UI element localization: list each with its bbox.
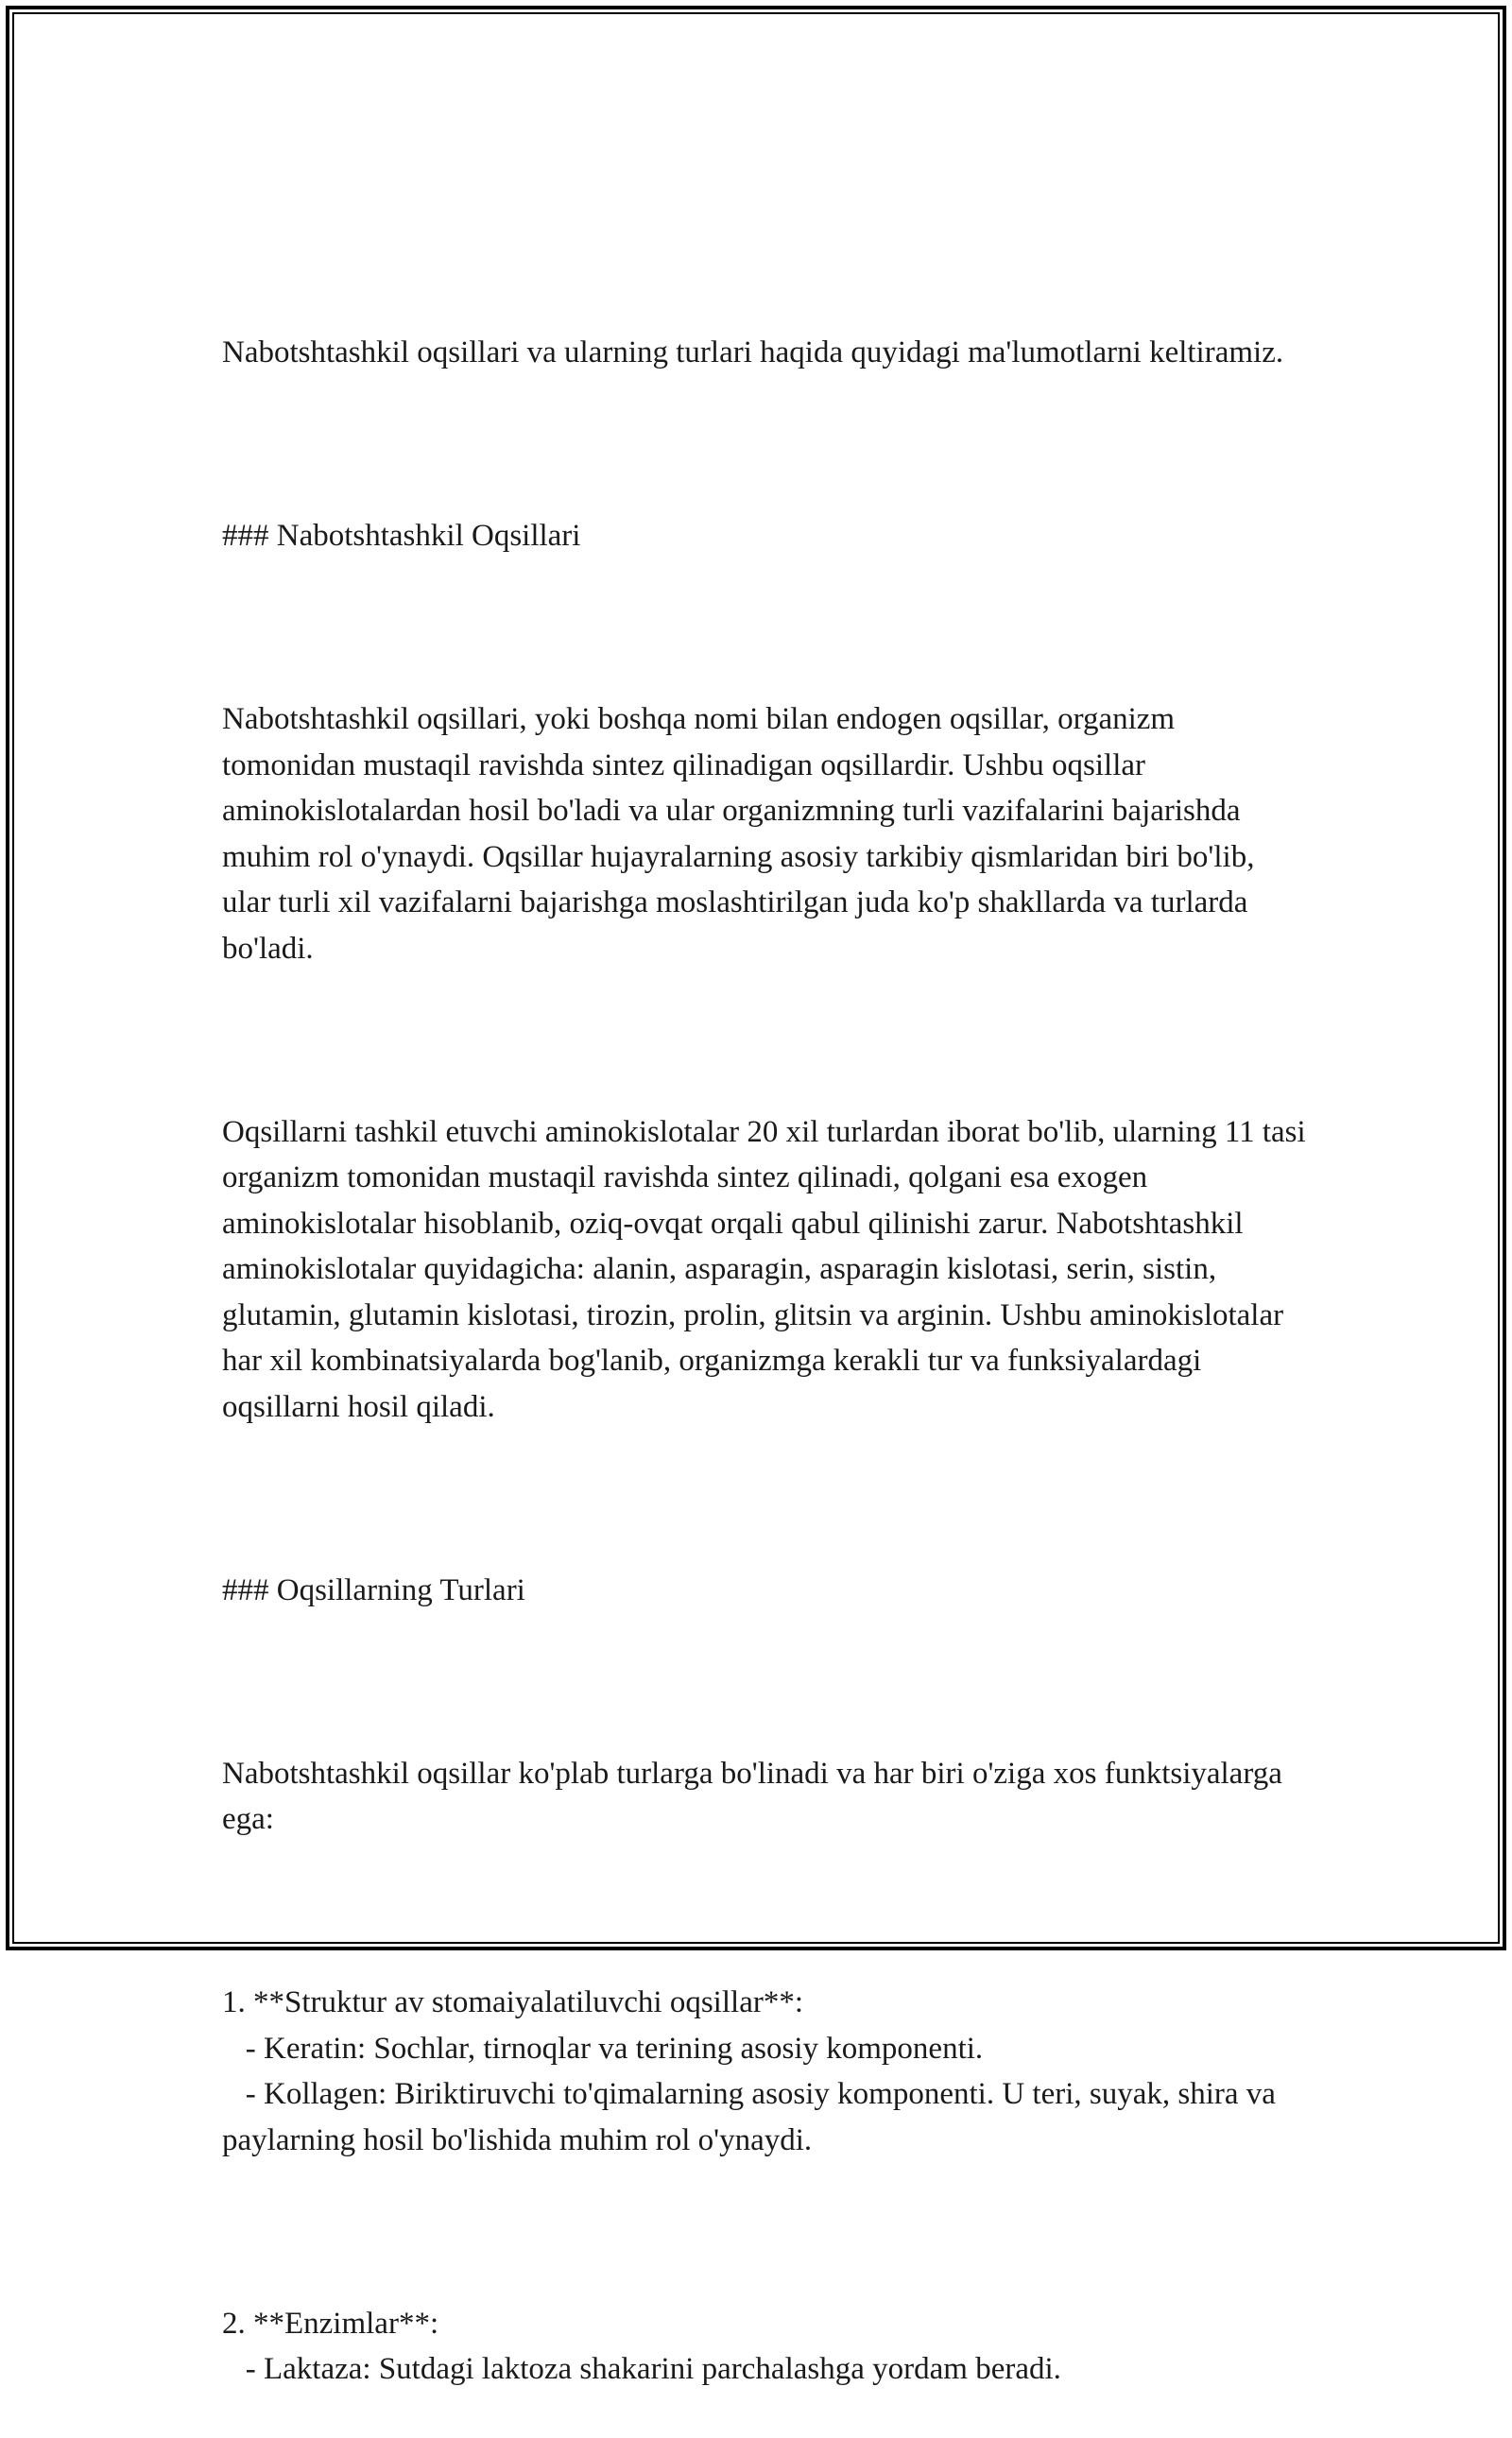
document-body [222,238,1314,2438]
paragraph-turlar-intro: Nabotshtashkil oqsillar ko'plab turlarga bo'linadi va har biri o'ziga xos funktsiyalarga ega: [222,1756,1291,1836]
list-title: 1. **Struktur av stomaiyalatiluvchi oqsillar**: [222,1985,803,2019]
list-item: - Keratin: Sochlar, tirnoqlar va terining asosiy komponenti. [222,2031,984,2066]
intro-paragraph: Nabotshtashkil oqsillari va ularning turlari haqida quyidagi ma'lumotlarni keltiramiz. [222,335,1284,369]
list-item: - Kollagen: Biriktiruvchi to'qimalarning asosiy komponenti. U teri, suyak, shira va paylarning hosil bo'lishida muhim rol o'ynaydi. [222,2077,1284,2157]
section-heading-turlari: ### Oqsillarning Turlari [222,1572,525,1607]
paragraph-endogen-oqsillar: Nabotshtashkil oqsillari, yoki boshqa nomi bilan endogen oqsillar, organizm tomonidan mustaqil ravishda sintez qilinadigan oqsillardir. Ushbu oqsillar aminokislotalardan hosil bo'ladi va ular organizmning turli vazifalarini bajarishda muhim rol o'ynaydi. Oqsillar hujayralarning asosiy tarkibiy qismlaridan biri bo'lib, ular turli xil vazifalarni bajarishga moslashtirilgan juda ko'p shakllarda va turlarda bo'ladi. [222,702,1263,966]
list-title: 2. **Enzimlar**: [222,2306,439,2341]
list-enzymes [222,2301,1309,2393]
list-structural-proteins [222,1980,1309,2163]
paragraph-aminokislotalar: Oqsillarni tashkil etuvchi aminokislotalar 20 xil turlardan iborat bo'lib, ularning 11 tasi organizm tomonidan mustaqil ravishda sintez qilinadi, qolgani esa exogen aminokislotalar hisoblanib, oziq-ovqat orqali qabul qilinishi zarur. Nabotshtashkil aminokislotalar quyidagicha: alanin, asparagin, asparagin kislotasi, serin, sistin, glutamin, glutamin kislotasi, tirozin, prolin, glitsin va arginin. Ushbu aminokislotalar har xil kombinatsiyalarda bog'lanib, organizmga kerakli tur va funksiyalardagi oqsillarni hosil qiladi. [222,1114,1314,1424]
list-item: - Laktaza: Sutdagi laktoza shakarini parchalashga yordam beradi. [222,2352,1061,2386]
section-heading-oqsillari: ### Nabotshtashkil Oqsillari [222,519,581,553]
